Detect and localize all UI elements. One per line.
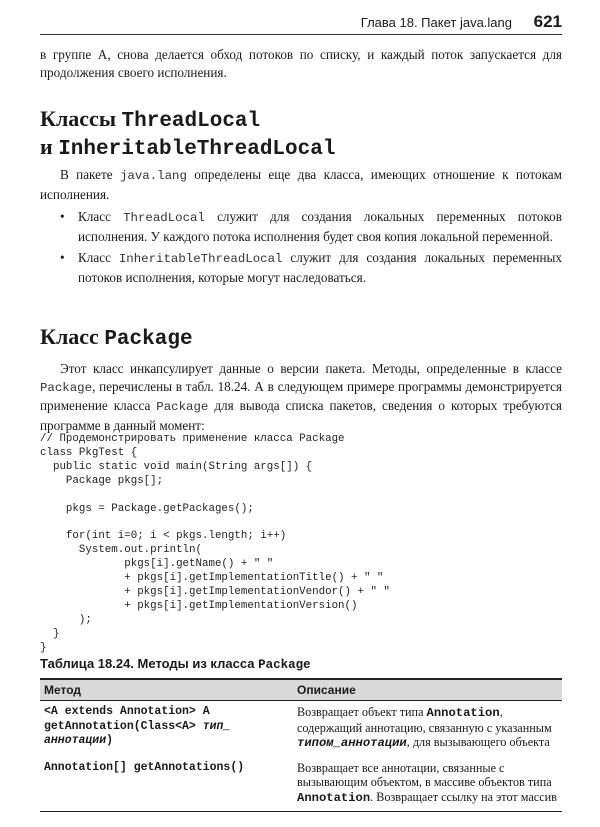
text-run: определены еще два класса, имеющих отношение к потокам исполнения. [40,167,562,202]
intro-paragraph: в группе А, снова делается обход потоков по списку, и каждый поток запускается для продолжения своего исполнения. [40,47,562,80]
method-signature: <A extends Annotation> A getAnnotation(Class<A> [44,705,210,733]
section-heading-threadlocal [40,106,335,162]
package-paragraph [40,360,562,434]
inline-code: Annotation [426,706,500,720]
text-run: , для вызывающего объекта [406,735,550,749]
text-run: служит для создания локальных переменных потоков исполнения. У каждого потока исполнения будет своя копия локальной переменной. [78,209,563,244]
text-run: для вывода списка пакетов, сведения о которых требуются программе в данный момент: [40,398,562,433]
inline-code: Package [40,380,93,395]
text-run: служит для создания локальных переменных потоков исполнения, которые могут наследоваться. [78,250,563,285]
inline-code: InheritableThreadLocal [118,252,283,266]
inline-code: java.lang [119,169,187,183]
text-run: , содержащий аннотацию, связанную с указанным [297,705,552,735]
heading-and: и [40,134,59,159]
column-header-description: Описание [293,679,562,701]
table-header-row [40,679,562,701]
page-number: 621 [533,12,562,31]
threadlocal-paragraph [40,166,562,203]
methods-table [40,678,562,812]
table-caption [40,656,311,672]
inline-code: Annotation [297,790,371,805]
heading-prefix: Класс [40,324,105,349]
text-run: Класс [78,250,119,265]
text-run: Этот класс инкапсулирует данные о версии пакета. Методы, определенные в классе [60,361,562,376]
running-header [40,12,562,35]
method-param: тип_ аннотации [44,719,231,747]
bullet-icon: • [60,209,65,224]
column-header-method: Метод [40,679,293,701]
list-item [40,208,562,245]
description-cell [293,757,562,812]
text-run: Возвращает объект типа [297,705,427,719]
list-item [40,249,562,286]
inline-param: типом_аннотации [297,736,407,750]
heading-class-inheritable: InheritableThreadLocal [58,138,336,161]
heading-class-package: Package [104,328,193,351]
heading-class-threadlocal: ThreadLocal [121,110,261,133]
heading-prefix: Классы [40,106,122,131]
method-cell [40,701,293,757]
caption-text: Таблица 18.24. Методы из класса [40,656,259,671]
text-run: Класс [78,209,124,224]
inline-code: Package [156,400,209,414]
text-run: . Возвращает ссылку на этот массив [370,789,557,804]
method-signature-end: ) [106,734,114,747]
code-listing: // Продемонстрировать применение класса Package class PkgTest { public static void main(String args[]) { Package pkgs[]; pkgs = Package.getPackages(); for(int i=0; i < pkgs.length; i++) System.out.println( pkgs[i].getName() + " " + pkgs[i].getImplementationTitle() + " " + pkgs[i].getImplementationVendor() + " " + pkgs[i].getImplementationVersion() ); } } [40,433,390,654]
table-row [40,757,562,812]
caption-class: Package [258,658,311,672]
description-cell [293,701,562,757]
inline-code: ThreadLocal [123,211,205,225]
text-run: В пакете [60,167,120,182]
text-run: Возвращает все аннотации, связанные с вызывающим объектом, в массиве объектов типа [297,760,552,789]
method-cell: Annotation[] getAnnotations() [40,757,293,812]
table-row [40,701,562,757]
bullet-icon: • [60,250,65,265]
chapter-title: Глава 18. Пакет java.lang [360,15,512,30]
text-run: , перечислены в табл. 18.24. А в следующем примере программы демонстрируется применение класса [40,378,562,413]
bullet-list [40,208,562,290]
section-heading-package [40,324,193,352]
